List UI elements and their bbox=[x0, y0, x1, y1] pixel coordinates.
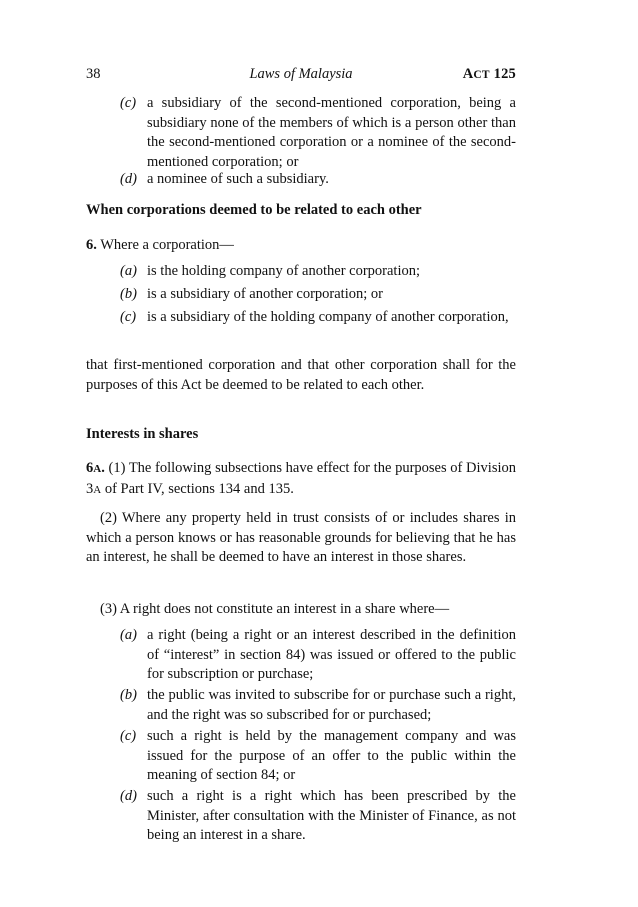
page-number: 38 bbox=[86, 66, 101, 82]
section-intro bbox=[86, 236, 516, 256]
item-text: a nominee of such a subsidiary. bbox=[147, 171, 329, 187]
item-text: is the holding company of another corporation; bbox=[147, 263, 421, 279]
running-title: Laws of Malaysia bbox=[249, 66, 353, 82]
list-item bbox=[120, 94, 516, 172]
act-number: ACT 125 bbox=[462, 66, 516, 82]
subsection-1: 6A. (1) The following subsections have effect for the purposes of Division 3A of Part IV, sections 134 and 135. bbox=[86, 460, 516, 497]
item-label: (d) bbox=[120, 788, 137, 804]
section-heading: When corporations deemed to be related to each other bbox=[86, 202, 422, 218]
item-text: is a subsidiary of another corporation; or bbox=[147, 286, 383, 302]
list-item bbox=[120, 170, 516, 190]
item-label: (a) bbox=[120, 627, 137, 643]
list-item bbox=[120, 787, 516, 846]
item-text: a right (being a right or an interest described in the definition of “interest” in section 84) was issued or offered to the public for subscription or purchase; bbox=[147, 627, 516, 682]
item-text: such a right is held by the management company and was issued for the purpose of an offer to the public within the meaning of section 84; or bbox=[147, 728, 516, 783]
item-label: (c) bbox=[120, 309, 137, 325]
list-item bbox=[120, 727, 516, 786]
section-heading: Interests in shares bbox=[86, 426, 199, 442]
list-item bbox=[120, 626, 516, 685]
list-item bbox=[120, 285, 516, 305]
item-label: (c) bbox=[120, 728, 137, 744]
item-label: (b) bbox=[120, 286, 137, 302]
item-text: the public was invited to subscribe for or purchase such a right, and the right was so subscribed for or purchased; bbox=[147, 687, 516, 723]
item-label: (a) bbox=[120, 263, 137, 279]
list-item bbox=[120, 308, 516, 328]
item-text: is a subsidiary of the holding company of another corporation, bbox=[147, 309, 509, 325]
intro-text: Where a corporation— bbox=[96, 237, 234, 253]
section-number: 6. bbox=[86, 237, 97, 253]
section-closing: that first-mentioned corporation and that other corporation shall for the purposes of this Act be deemed to be related to each other. bbox=[86, 357, 516, 393]
subsection-2: (2) Where any property held in trust consists of or includes shares in which a person knows or has reasonable grounds for believing that he has an interest, he shall be deemed to have an interest in those shares. bbox=[86, 510, 516, 565]
item-text: a subsidiary of the second-mentioned corporation, being a subsidiary none of the members of which is a person other than the second-mentioned corporation or a nominee of the second-mentioned corporation; or bbox=[147, 95, 516, 170]
list-item bbox=[120, 686, 516, 725]
item-label: (b) bbox=[120, 687, 137, 703]
list-item bbox=[120, 262, 516, 282]
item-text: such a right is a right which has been prescribed by the Minister, after consultation with the Minister of Finance, as not being an interest in a share. bbox=[147, 788, 516, 843]
section-number: 6A. bbox=[86, 460, 105, 476]
subsection-3: (3) A right does not constitute an interest in a share where— bbox=[100, 601, 450, 617]
item-label: (d) bbox=[120, 171, 137, 187]
item-label: (c) bbox=[120, 95, 137, 111]
page-header bbox=[86, 66, 516, 86]
